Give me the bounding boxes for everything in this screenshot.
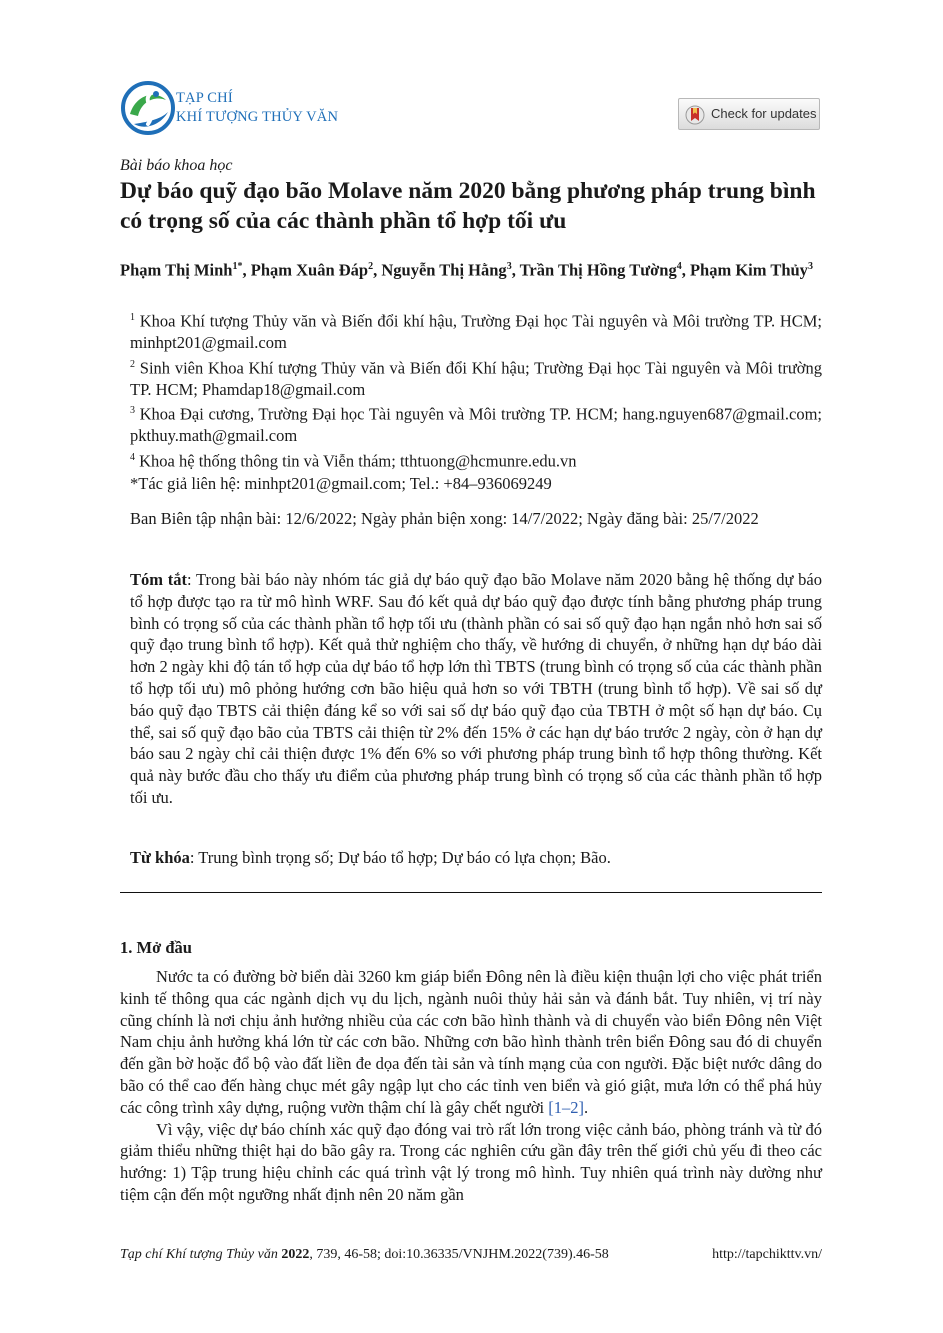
author-name: Nguyễn Thị Hằng	[381, 260, 507, 280]
abstract-text: : Trong bài báo này nhóm tác giả dự báo quỹ đạo bão Molave năm 2020 bằng hệ thống dự báo tổ hợp được tạo ra từ mô hình WRF. Sau đó kết quả dự báo quỹ đạo được tính bằng phương pháp trung bình có trọng số của các thành phần tổ hợp tối ưu (thành phần có sai số quỹ đạo hạn ngắn nhỏ hơn sai số quỹ đạo trung bình tổ hợp). Kết quả thử nghiệm cho thấy, về hướng di chuyển, ở những hạn dự báo dài hơn 2 ngày khi độ tán tổ hợp của dự báo tổ hợp lớn thì TBTS (trung bình có trọng số của các thành phần tổ hợp tối ưu) mô phỏng hướng cơn bão hiệu quả hơn so với TBTH (trung bình tổ hợp). Về sai số dự báo quỹ đạo TBTS cải thiện đáng kể so với sai số dự báo quỹ đạo của TBTH ở một số hạn dự báo. Cụ thể, sai số quỹ đạo bão của TBTS cải thiện từ 2% đến 15% ở các hạn dự báo trước 2 ngày, còn ở hạn dự báo sau 2 ngày chỉ cải thiện được 1% đến 6% so với phương pháp trung bình tổ hợp thông thường. Kết quả này bước đầu cho thấy ưu điểm của phương pháp trung bình có trọng số của các thành phần tổ hợp tối ưu.	[130, 570, 822, 807]
author-name: Phạm Thị Minh	[120, 260, 233, 280]
footer-year: 2022	[281, 1247, 310, 1262]
footer-journal: Tạp chí Khí tượng Thủy văn	[120, 1247, 278, 1262]
footer-url[interactable]: http://tapchikttv.vn/	[712, 1247, 822, 1262]
journal-logo-icon	[120, 80, 176, 136]
abstract	[130, 569, 822, 809]
affiliation-number: 2	[130, 358, 135, 370]
affiliation-text: Khoa Khí tượng Thủy văn và Biến đổi khí hậu, Trường Đại học Tài nguyên và Môi trường TP. HCM; minhpt201@gmail.com	[130, 311, 823, 352]
author-affiliation-marker: 2	[368, 261, 374, 272]
article-title: Dự báo quỹ đạo bão Molave năm 2020 bằng phương pháp trung bình có trọng số của các thành phần tổ hợp tối ưu	[120, 178, 816, 234]
affiliation	[130, 400, 822, 447]
citation-link[interactable]: [1–2]	[548, 1097, 585, 1117]
affiliation	[130, 354, 822, 401]
submission-dates: Ban Biên tập nhận bài: 12/6/2022; Ngày phản biện xong: 14/7/2022; Ngày đăng bài: 25/7/2022	[130, 509, 759, 528]
check-for-updates-button[interactable]	[678, 98, 820, 130]
logo-line-1: TẠP CHÍ	[176, 90, 233, 106]
bookmark-refresh-icon	[685, 104, 705, 126]
author-affiliation-marker: 1*	[232, 261, 243, 272]
section-heading: 1. Mở đầu	[120, 938, 192, 957]
author-affiliation-marker: 4	[676, 261, 682, 272]
intro-paragraph-1-end: .	[584, 1097, 589, 1117]
keywords	[130, 848, 822, 868]
intro-text	[120, 966, 822, 1206]
affiliation-number: 4	[130, 451, 135, 463]
journal-logo	[120, 80, 360, 136]
author-affiliation-marker: 3	[506, 261, 512, 272]
author-separator: ,	[681, 260, 690, 280]
keywords-label: Từ khóa	[130, 848, 190, 867]
affiliation-number: 3	[130, 405, 135, 416]
intro-paragraph-1	[120, 966, 822, 1119]
affiliation	[130, 307, 822, 354]
author-name: Trần Thị Hồng Tường	[519, 260, 677, 280]
footer-citation: , 739, 46-58; doi:10.36335/VNJHM.2022(739).46-58	[309, 1247, 609, 1262]
affiliation-list	[130, 307, 822, 472]
affiliation-text: Sinh viên Khoa Khí tượng Thủy văn và Biến đổi Khí hậu; Trường Đại học Tài nguyên và Môi trường TP. HCM; Phamdap18@gmail.com	[130, 358, 823, 399]
page-footer	[120, 1247, 822, 1263]
corresponding-author: *Tác giả liên hệ: minhpt201@gmail.com; Tel.: +84–936069249	[130, 474, 552, 493]
affiliation	[130, 447, 822, 472]
journal-logo-text	[176, 89, 338, 127]
author-separator: ,	[373, 260, 382, 280]
divider	[120, 892, 822, 893]
author-separator: ,	[242, 260, 251, 280]
author-list	[120, 255, 822, 282]
author-name: Phạm Xuân Đáp	[250, 260, 369, 280]
article-kind: Bài báo khoa học	[120, 157, 233, 174]
abstract-label: Tóm tắt	[130, 570, 187, 589]
affiliation-text: Khoa hệ thống thông tin và Viễn thám; tthtuong@hcmunre.edu.vn	[139, 451, 577, 470]
affiliation-number: 1	[130, 312, 135, 323]
author-separator: ,	[511, 260, 520, 280]
author-name: Phạm Kim Thủy	[689, 260, 808, 280]
keywords-text: : Trung bình trọng số; Dự báo tổ hợp; Dự báo có lựa chọn; Bão.	[189, 848, 611, 867]
logo-line-2: KHÍ TƯỢNG THỦY VĂN	[176, 109, 339, 125]
author-affiliation-marker: 3	[807, 261, 813, 272]
affiliation-text: Khoa Đại cương, Trường Đại học Tài nguyên và Môi trường TP. HCM; hang.nguyen687@gmail.com; pkthuy.math@gmail.com	[130, 404, 822, 445]
intro-paragraph-2: Vì vậy, việc dự báo chính xác quỹ đạo đóng vai trò rất lớn trong việc cảnh báo, phòng tránh và từ đó giảm thiểu những thiệt hại do bão gây ra. Trong các nghiên cứu gần đây trên thế giới chủ yếu đi theo các hướng: 1) Tập trung hiệu chỉnh các quá trình vật lý trong mô hình. Tuy nhiên quá trình này dường như tiệm cận đến một ngưỡng nhất định nên 20 năm gần	[120, 1119, 822, 1204]
intro-paragraph-1-text: Nước ta có đường bờ biển dài 3260 km giáp biển Đông nên là điều kiện thuận lợi cho việc phát triển kinh tế thông qua các ngành dịch vụ du lịch, ngành nuôi thủy hải sản và đánh bắt. Tuy nhiên, vị trí này cũng chính là nơi chịu ảnh hưởng nhiều của các cơn bão hình thành và di chuyển vào biển Đông nên Việt Nam chịu ảnh hưởng khá lớn từ các cơn bão. Những cơn bão hình thành trên biển Đông sau đó di chuyển đến gần bờ hoặc đổ bộ vào đất liền đe dọa đến tài sản và tính mạng của con người. Đặc biệt nước dâng do bão có thể cao đến hàng chục mét gây ngập lụt cho các tỉnh ven biển và gió giật, mưa lớn có thể phá hủy các công trình xây dựng, ruộng vườn thậm chí là gây chết người	[120, 967, 822, 1117]
check-for-updates-label: Check for updates	[711, 106, 817, 121]
